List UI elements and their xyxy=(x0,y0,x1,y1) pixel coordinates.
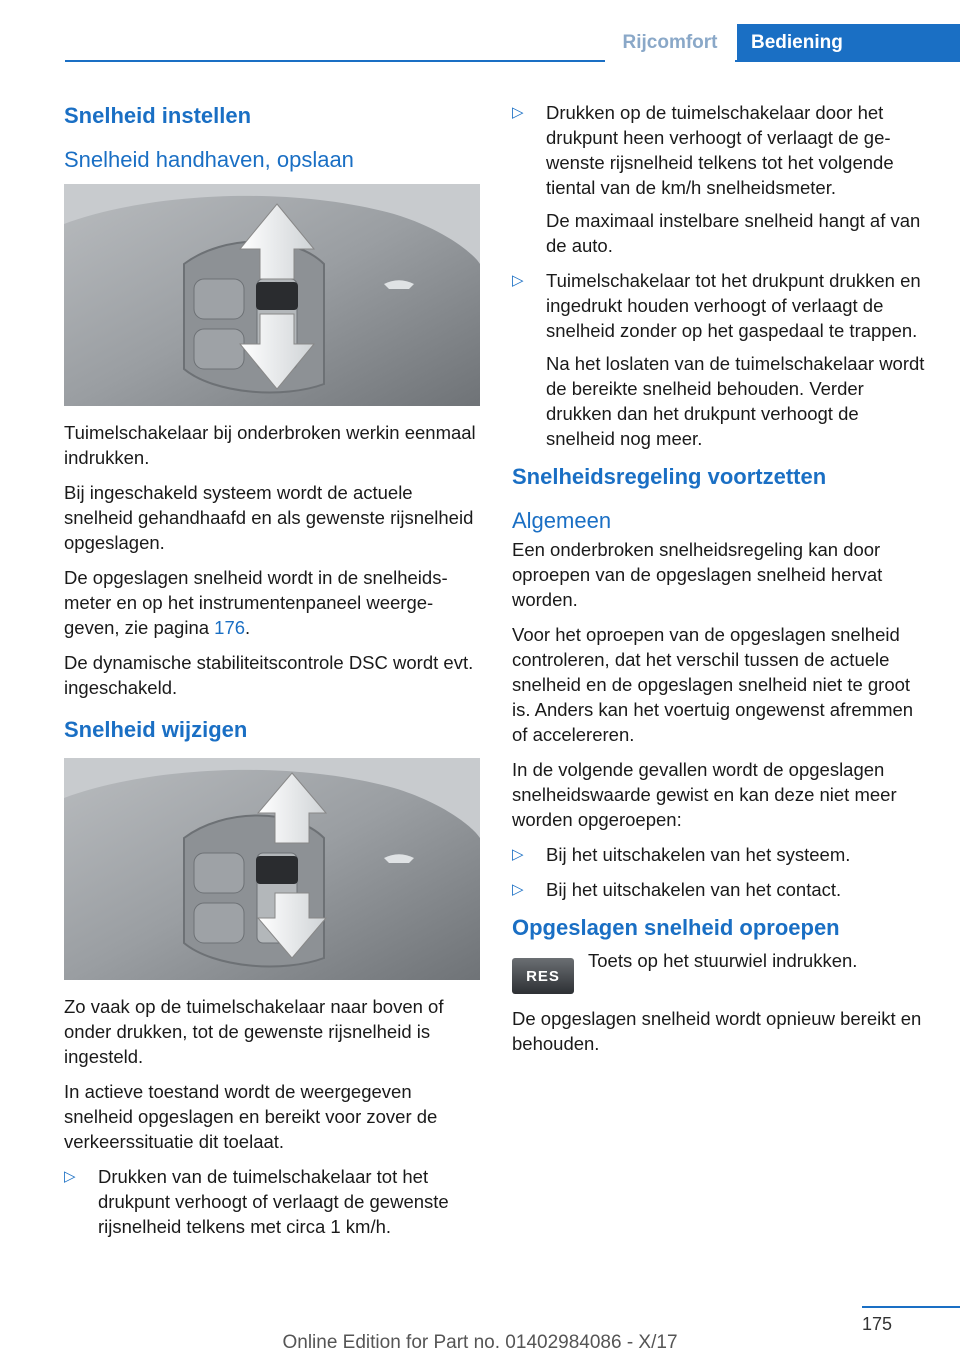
paragraph-1: Tuimelschakelaar bij onderbroken werkin eenmaal indrukken. xyxy=(64,422,476,468)
page-number-rule xyxy=(862,1306,960,1308)
triangle-bullet-icon: ▷ xyxy=(512,881,524,898)
bullet-text: Drukken op de tuimelschakelaar door het drukpunt heen verhoogt of verlaagt de gewenste rijsnelheid telkens tot het volgende tiental van de km/h snelheidsmeter. xyxy=(546,102,894,198)
tab-rijcomfort[interactable]: Rijcomfort xyxy=(605,24,735,62)
heading-snelheid-handhaven: Snelheid handhaven, opslaan xyxy=(64,147,354,172)
res-row xyxy=(512,948,930,994)
heading-oproepen: Opgeslagen snelheid oproepen xyxy=(512,915,840,940)
heading-algemeen: Algemeen xyxy=(512,508,612,533)
list-item xyxy=(512,877,930,902)
paragraph-8: Voor het oproepen van de opgeslagen snelheid controleren, dat het verschil tussen de actuele snelheid en de opgeslagen snelheid niet te groot is. Anders kan het voertuig ongewenst afremmen of accelereren. xyxy=(512,624,914,745)
tab-bediening[interactable]: Bediening xyxy=(737,24,960,62)
right-column xyxy=(512,100,930,1066)
paragraph-9: In de volgende gevallen wordt de opgeslagen snelheidswaarde gewist en kan deze niet meer worden opgeroepen: xyxy=(512,759,897,830)
paragraph-6: In actieve toestand wordt de weergegeven snelheid opgeslagen en bereikt voor zover de verkeerssituatie dit toelaat. xyxy=(64,1081,438,1152)
paragraph-10: De opgeslagen snelheid wordt opnieuw bereikt en behouden. xyxy=(512,1008,922,1054)
bullet-list-cases xyxy=(512,842,930,902)
paragraph-3 xyxy=(64,565,480,640)
heading-snelheid-wijzigen: Snelheid wijzigen xyxy=(64,717,248,742)
triangle-bullet-icon: ▷ xyxy=(512,846,524,863)
bullet-text: Bij het uitschakelen van het contact. xyxy=(546,879,842,900)
steering-wheel-rocker-image xyxy=(64,184,480,406)
bullet-list-left xyxy=(64,1164,480,1239)
bullet-text: Drukken van de tuimelschakelaar tot het drukpunt verhoogt of verlaagt de gewenste rijsnelheid telkens met circa 1 km/h. xyxy=(98,1166,449,1237)
paragraph-3-end: . xyxy=(245,617,251,638)
left-column xyxy=(64,100,480,1249)
list-item xyxy=(512,842,930,867)
heading-snelheid-instellen: Snelheid instellen xyxy=(64,103,252,128)
page-link-176[interactable]: 176 xyxy=(214,617,246,638)
bullet-note: De maximaal instelbare snelheid hangt af van de auto. xyxy=(546,210,921,256)
footer: Online Edition for Part no. 01402984086 - X/17 xyxy=(282,1332,678,1353)
bullet-text: Tuimelschakelaar tot het drukpunt drukken en ingedrukt houden verhoogt of verlaagt de snelheid zonder op het gaspedaal te trappen. xyxy=(546,270,921,341)
res-instruction: Toets op het stuurwiel indrukken. xyxy=(588,950,858,971)
paragraph-2: Bij ingeschakeld systeem wordt de actuele snelheid gehandhaafd en als gewenste rijsnelheid opgeslagen. xyxy=(64,482,474,553)
res-button-icon: RES xyxy=(512,958,574,994)
triangle-bullet-icon: ▷ xyxy=(512,104,524,121)
bullet-note: Na het loslaten van de tuimelschakelaar wordt de bereikte snelheid behouden. Verder drukken dan het drukpunt verhoogt de snelheid nog meer. xyxy=(546,353,925,449)
heading-voortzetten: Snelheidsregeling voortzetten xyxy=(512,464,827,489)
paragraph-7: Een onderbroken snelheidsregeling kan door oproepen van de opgeslagen snelheid hervat worden. xyxy=(512,539,883,610)
bullet-list-right xyxy=(512,100,930,451)
page-number: 175 xyxy=(862,1314,893,1334)
paragraph-3-text: De opgeslagen snelheid wordt in de snelheidsmeter en op het instrumentenpaneel weergegeven, zie pagina xyxy=(64,567,448,638)
paragraph-5: Zo vaak op de tuimelschakelaar naar boven of onder drukken, tot de gewenste rijsnelheid is ingesteld. xyxy=(64,996,444,1067)
list-item xyxy=(512,100,930,258)
triangle-bullet-icon: ▷ xyxy=(64,1168,76,1185)
paragraph-4: De dynamische stabiliteitscontrole DSC wordt evt. ingeschakeld. xyxy=(64,652,474,698)
steering-wheel-rocker-image-2 xyxy=(64,758,480,980)
triangle-bullet-icon: ▷ xyxy=(512,272,524,289)
list-item xyxy=(64,1164,480,1239)
list-item xyxy=(512,268,930,451)
bullet-text: Bij het uitschakelen van het systeem. xyxy=(546,844,851,865)
